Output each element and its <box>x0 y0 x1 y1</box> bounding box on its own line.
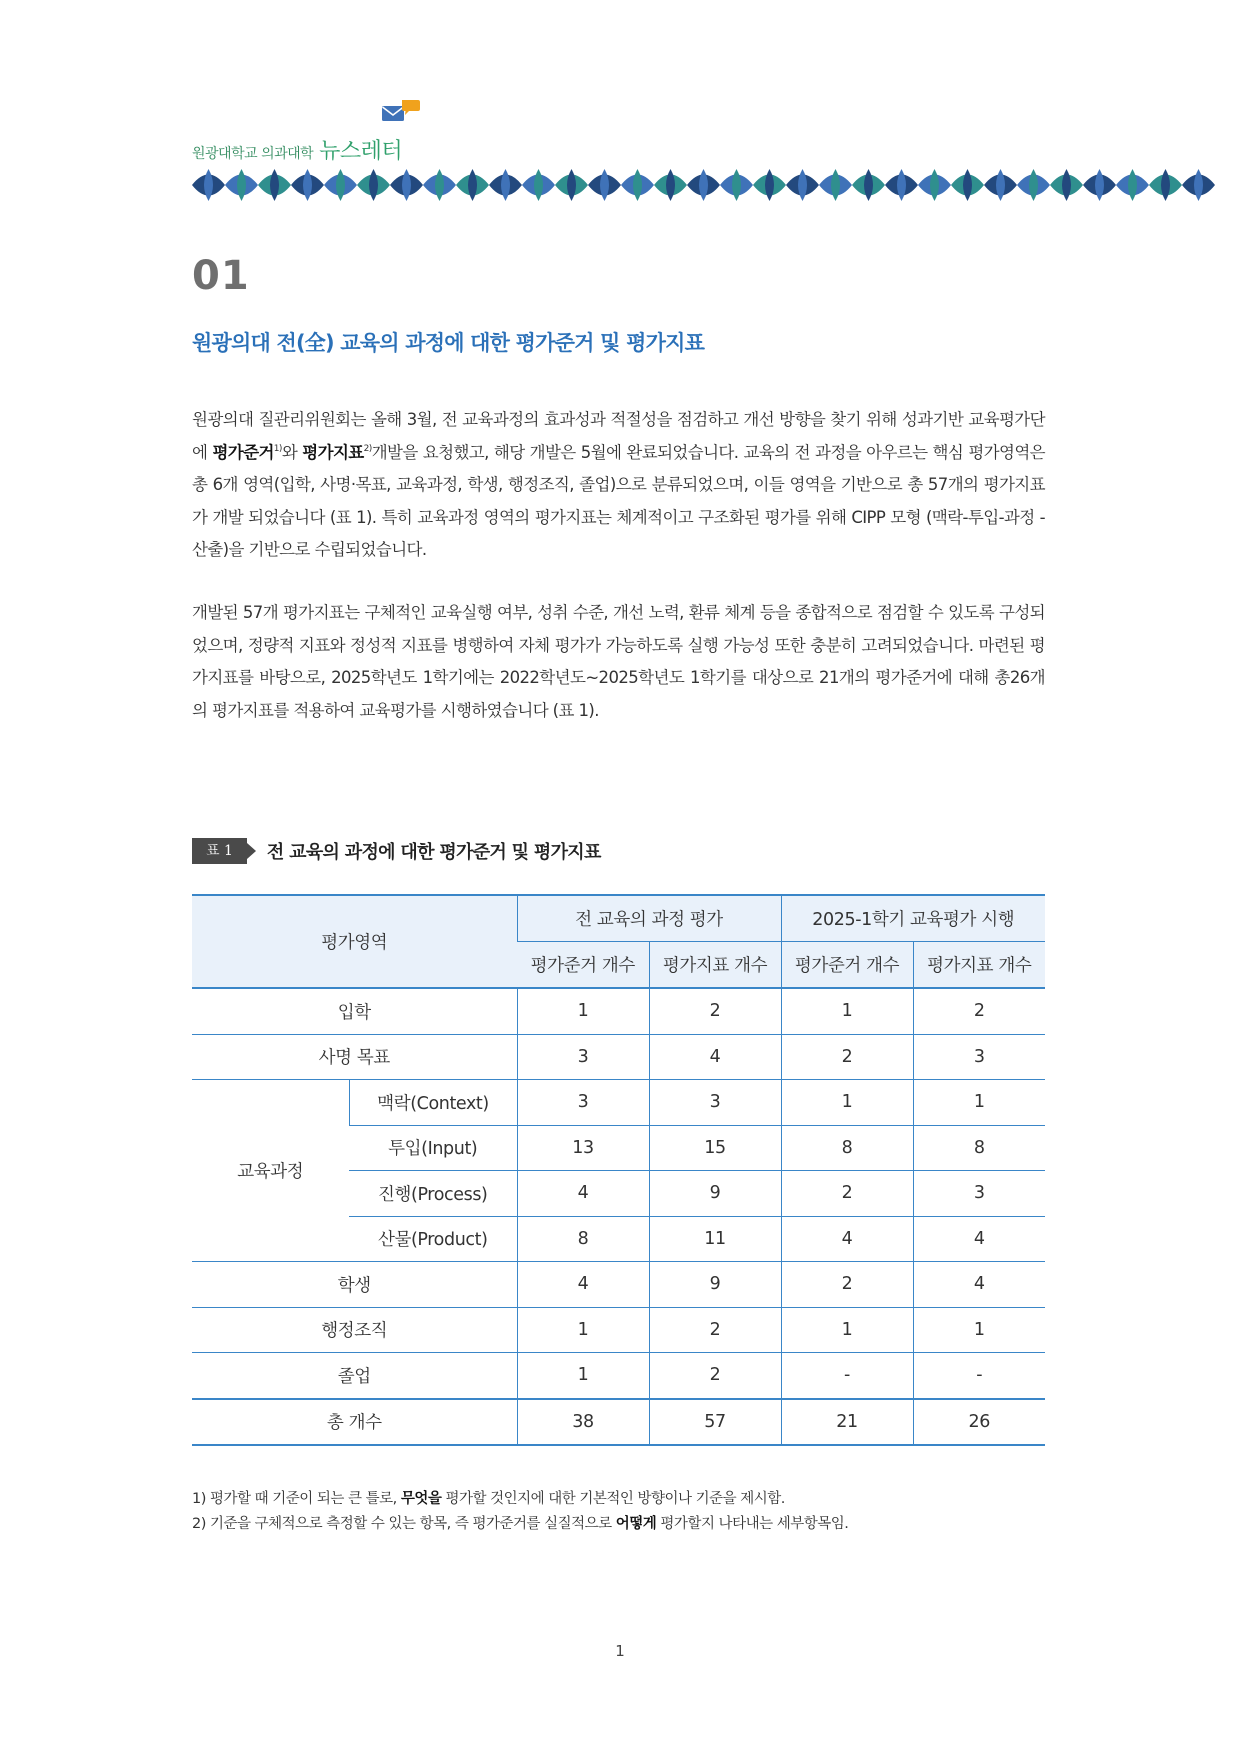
table-row <box>192 1262 1045 1308</box>
cell: 2 <box>913 988 1045 1034</box>
cell: 3 <box>517 1034 649 1080</box>
row-group-curriculum: 교육과정 <box>192 1080 349 1262</box>
cell: 4 <box>517 1262 649 1308</box>
cell: 8 <box>913 1125 1045 1171</box>
para1-text-a: 원광의대 질관리위원회는 올해 3월, 전 교육과정의 효과성과 적절성을 점검하고 개선 방향을 찾기 위해 성과기반 교육평가단에 <box>192 410 1045 462</box>
pattern-leaf <box>633 169 642 201</box>
cell: 3 <box>517 1080 649 1126</box>
pattern-leaf <box>831 169 840 201</box>
cell: 11 <box>649 1216 781 1262</box>
brand <box>192 134 402 165</box>
pattern-leaf <box>666 169 675 201</box>
cell: 2 <box>781 1262 913 1308</box>
cell: - <box>781 1353 913 1399</box>
cell: 1 <box>781 1080 913 1126</box>
header-indicator-count-2: 평가지표 개수 <box>913 942 1045 989</box>
cell: 2 <box>649 1307 781 1353</box>
pattern-leaf <box>204 169 213 201</box>
cell: 15 <box>649 1125 781 1171</box>
cell: 2 <box>781 1034 913 1080</box>
pattern-leaf <box>435 169 444 201</box>
pattern-leaf <box>732 169 741 201</box>
row-label: 총 개수 <box>192 1399 517 1446</box>
table-row <box>192 1353 1045 1399</box>
cell: 8 <box>781 1125 913 1171</box>
evaluation-table <box>192 894 1045 1446</box>
cell: 4 <box>649 1034 781 1080</box>
cell: 3 <box>913 1171 1045 1217</box>
pattern-leaf <box>303 169 312 201</box>
term-evaluation-criteria: 평가준거 <box>212 442 274 462</box>
paragraph-2: 개발된 57개 평가지표는 구체적인 교육실행 여부, 성취 수준, 개선 노력, 환류 체계 등을 종합적으로 점검할 수 있도록 구성되었으며, 정량적 지표와 정성적 지표를 병행하여 자체 평가가 가능하도록 실행 가능성 또한 충분히 고려되었습니다. 마련된 평가지표를 바탕으로, 2025학년도 1학기에는 2022학년도~2025학년도 1학기를 대상으로 21개의 평가준거에 대해 총26개의 평가지표를 적용하여 교육평가를 시행하였습니다 (표 1). <box>192 603 1045 720</box>
pattern-leaf <box>1161 169 1170 201</box>
footnote-ref-2: 2) <box>363 443 372 454</box>
pattern-leaf <box>369 169 378 201</box>
pattern-leaf <box>1194 169 1203 201</box>
decorative-pattern <box>192 168 1232 202</box>
footnote-2: 2) 기준을 구체적으로 측정할 수 있는 항목, 즉 평가준거를 실질적으로 어떻게 평가할지 나타내는 세부항목임. <box>192 1515 849 1532</box>
newsletter-title: 뉴스레터 <box>319 139 403 164</box>
pattern-leaf <box>468 169 477 201</box>
footnote-1: 1) 평가할 때 기준이 되는 큰 틀로, 무엇을 평가할 것인지에 대한 기본적인 방향이나 기준을 제시함. <box>192 1491 785 1507</box>
cell: 4 <box>913 1262 1045 1308</box>
cell: 3 <box>913 1034 1045 1080</box>
pattern-leaf <box>963 169 972 201</box>
row-label: 졸업 <box>192 1353 517 1399</box>
cell: 4 <box>517 1171 649 1217</box>
row-label: 학생 <box>192 1262 517 1308</box>
cell: 9 <box>649 1262 781 1308</box>
table-tag: 표 1 <box>192 838 247 864</box>
pattern-leaf <box>699 169 708 201</box>
paragraph-1 <box>192 404 1045 567</box>
table-row <box>192 1307 1045 1353</box>
pattern-leaf <box>600 169 609 201</box>
pattern-leaf <box>534 169 543 201</box>
mail-chat-icon <box>382 98 426 128</box>
table-row <box>192 988 1045 1034</box>
cell: 1 <box>913 1080 1045 1126</box>
cell: 1 <box>913 1307 1045 1353</box>
pattern-leaf <box>996 169 1005 201</box>
header-area: 평가영역 <box>192 895 517 988</box>
header-criteria-count-1: 평가준거 개수 <box>517 942 649 989</box>
pattern-leaf <box>270 169 279 201</box>
pattern-leaf <box>864 169 873 201</box>
pattern-leaf <box>930 169 939 201</box>
row-label: 행정조직 <box>192 1307 517 1353</box>
pattern-leaf <box>237 169 246 201</box>
table-header-row <box>192 895 1045 942</box>
header-criteria-count-2: 평가준거 개수 <box>781 942 913 989</box>
cell: 38 <box>517 1399 649 1446</box>
pattern-leaf <box>765 169 774 201</box>
cell: 13 <box>517 1125 649 1171</box>
para1-text-b: 와 <box>281 442 303 462</box>
cell: - <box>913 1353 1045 1399</box>
cell: 21 <box>781 1399 913 1446</box>
row-label: 투입(Input) <box>349 1125 517 1171</box>
cell: 26 <box>913 1399 1045 1446</box>
table-title: 전 교육의 과정에 대한 평가준거 및 평가지표 <box>266 842 601 863</box>
cell: 2 <box>781 1171 913 1217</box>
section-title: 원광의대 전(全) 교육의 과정에 대한 평가준거 및 평가지표 <box>192 331 705 355</box>
cell: 4 <box>781 1216 913 1262</box>
pattern-leaf <box>798 169 807 201</box>
row-label: 사명 목표 <box>192 1034 517 1080</box>
table-row <box>192 1034 1045 1080</box>
header-group-2025: 2025-1학기 교육평가 시행 <box>781 895 1045 942</box>
cell: 1 <box>517 1353 649 1399</box>
pattern-leaf <box>897 169 906 201</box>
table-row <box>192 1080 1045 1126</box>
pattern-leaf <box>402 169 411 201</box>
cell: 2 <box>649 988 781 1034</box>
row-label: 입학 <box>192 988 517 1034</box>
pattern-leaf <box>336 169 345 201</box>
row-label: 맥락(Context) <box>349 1080 517 1126</box>
cell: 1 <box>781 988 913 1034</box>
cell: 4 <box>913 1216 1045 1262</box>
header-indicator-count-1: 평가지표 개수 <box>649 942 781 989</box>
cell: 8 <box>517 1216 649 1262</box>
cell: 1 <box>517 1307 649 1353</box>
pattern-leaf <box>1095 169 1104 201</box>
cell: 1 <box>517 988 649 1034</box>
pattern-leaf <box>567 169 576 201</box>
cell: 9 <box>649 1171 781 1217</box>
table-caption <box>192 838 601 864</box>
term-evaluation-indicator: 평가지표 <box>302 442 364 462</box>
cell: 2 <box>649 1353 781 1399</box>
section-number: 01 <box>192 253 250 299</box>
table-total-row <box>192 1399 1045 1446</box>
page-number: 1 <box>615 1642 625 1660</box>
cell: 3 <box>649 1080 781 1126</box>
pattern-leaf <box>1029 169 1038 201</box>
cell: 1 <box>781 1307 913 1353</box>
footnotes <box>192 1487 848 1536</box>
pattern-leaf <box>501 169 510 201</box>
footnote-ref-1: 1) <box>273 443 282 454</box>
row-label: 진행(Process) <box>349 1171 517 1217</box>
cell: 57 <box>649 1399 781 1446</box>
row-label: 산물(Product) <box>349 1216 517 1262</box>
para1-text-c: 개발을 요청했고, 해당 개발은 5월에 완료되었습니다. 교육의 전 과정을 아우르는 핵심 평가영역은 총 6개 영역(입학, 사명·목표, 교육과정, 학생, 행정조직, 졸업)으로 분류되었으며, 이들 영역을 기반으로 총 57개의 평가지표가 개발 되었습니다 (표 1). 특히 교육과정 영역의 평가지표는 체계적이고 구조화된 평가를 위해 CIPP 모형 (맥락-투입-과정 -산출)을 기반으로 수립되었습니다. <box>192 442 1046 559</box>
pattern-leaf <box>1128 169 1137 201</box>
header-group-all: 전 교육의 과정 평가 <box>517 895 781 942</box>
school-name: 원광대학교 의과대학 <box>192 146 314 162</box>
pattern-leaf <box>1062 169 1071 201</box>
